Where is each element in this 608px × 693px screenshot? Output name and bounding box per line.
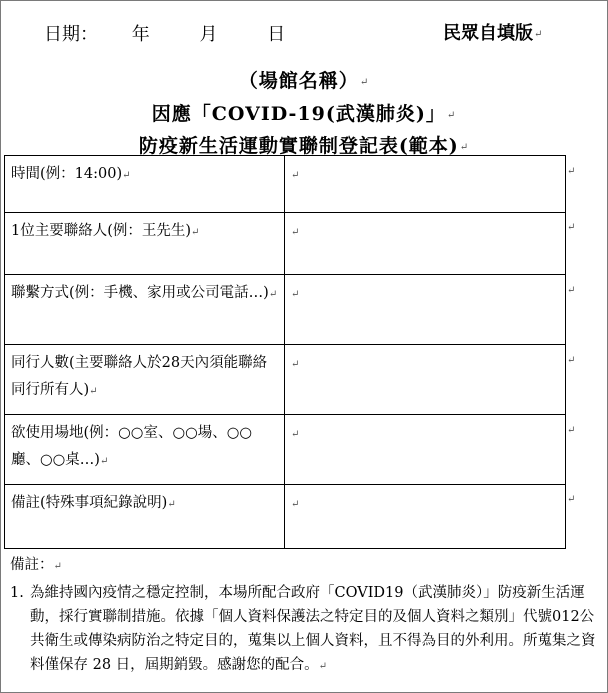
table-row xyxy=(5,213,566,275)
version-label xyxy=(443,19,542,45)
note-item xyxy=(10,581,598,679)
title-line-3 xyxy=(0,131,608,158)
row-end-mark: ↵ xyxy=(567,285,576,296)
year-label: 年 xyxy=(131,24,150,45)
note-number: 1. xyxy=(10,585,24,601)
date-line xyxy=(44,20,285,46)
row-input-time[interactable]: ↵ xyxy=(285,156,566,213)
row-end-mark: ↵ xyxy=(567,355,576,366)
month-label: 月 xyxy=(199,24,218,45)
row-label-venue-area: 欲使用場地(例：○○室、○○場、○○廳、○○桌…)↵ xyxy=(5,415,285,485)
day-label: 日 xyxy=(267,24,286,45)
paragraph-mark: ↵ xyxy=(446,109,457,121)
venue-title xyxy=(0,66,608,93)
title-line-3-text: 防疫新生活運動實聯制登記表(範本) xyxy=(138,135,459,157)
registration-table xyxy=(4,155,566,549)
row-label-time: 時間(例：14:00)↵ xyxy=(5,156,285,213)
row-label-contact-method: 聯繫方式(例：手機、家用或公司電話…)↵ xyxy=(5,275,285,345)
title-line-2-text: 因應「COVID-19(武漢肺炎)」 xyxy=(151,103,446,125)
version-text: 民眾自填版 xyxy=(443,23,533,44)
paragraph-mark: ↵ xyxy=(359,76,370,88)
row-input-contact-method[interactable]: ↵ xyxy=(285,275,566,345)
title-line-2 xyxy=(0,99,608,126)
table-row xyxy=(5,415,566,485)
row-end-mark: ↵ xyxy=(567,425,576,436)
row-label-contact-person: 1位主要聯絡人(例：王先生)↵ xyxy=(5,213,285,275)
row-label-companions: 同行人數(主要聯絡人於28天內須能聯絡同行所有人)↵ xyxy=(5,345,285,415)
row-end-mark: ↵ xyxy=(567,222,576,233)
row-label-remarks: 備註(特殊事項紀錄說明)↵ xyxy=(5,485,285,549)
venue-title-text: （場館名稱） xyxy=(238,70,359,92)
date-label: 日期： xyxy=(44,24,98,45)
row-end-mark: ↵ xyxy=(567,166,576,177)
notes-section xyxy=(10,553,598,679)
table-row xyxy=(5,275,566,345)
row-input-companions[interactable]: ↵ xyxy=(285,345,566,415)
row-input-venue-area[interactable]: ↵ xyxy=(285,415,566,485)
paragraph-mark: ↵ xyxy=(534,28,543,40)
row-input-remarks[interactable]: ↵ xyxy=(285,485,566,549)
row-end-mark: ↵ xyxy=(567,494,576,505)
table-row xyxy=(5,156,566,213)
paragraph-mark: ↵ xyxy=(459,141,470,153)
table-row xyxy=(5,485,566,549)
table-row xyxy=(5,345,566,415)
note-text: 為維持國內疫情之穩定控制，本場所配合政府「COVID19（武漢肺炎）」防疫新生活運動，採行實聯制措施。依據「個人資料保護法之特定目的及個人資料之類別」代號012公共衛生或傳染病防治之特定目的，蒐集以上個人資料，且不得為目的外利用。所蒐集之資料僅保存 28 日，屆期銷毀。感謝您的配合。↵ xyxy=(30,585,596,673)
notes-heading: 備註：↵ xyxy=(10,557,62,573)
row-input-contact-person[interactable]: ↵ xyxy=(285,213,566,275)
